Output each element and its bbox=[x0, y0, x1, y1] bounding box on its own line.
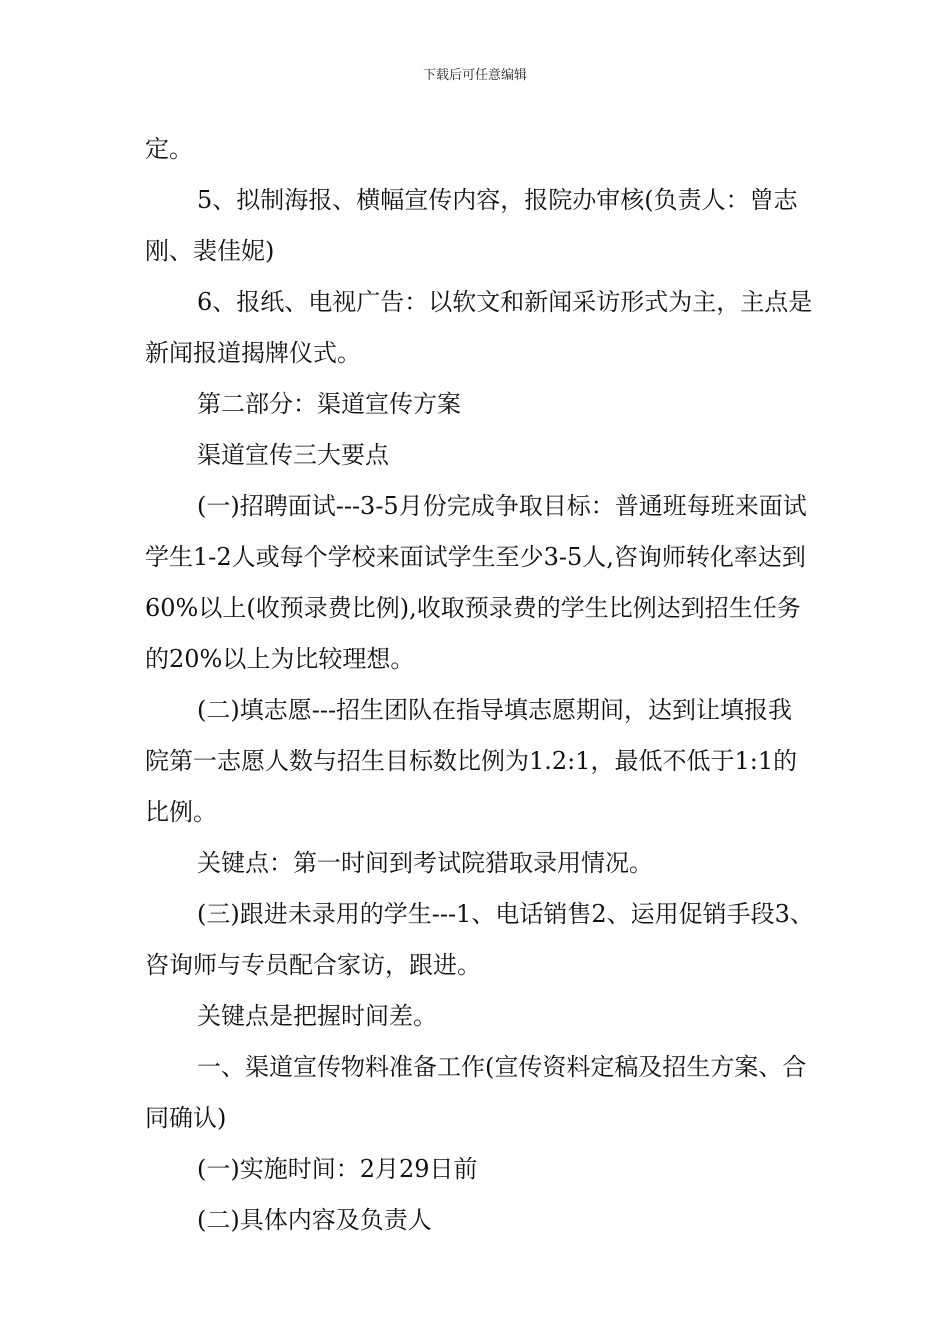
page-header: 下载后可任意编辑 bbox=[422, 68, 527, 83]
paragraph-recruit-interview: (一)招聘面试---3-5月份完成争取目标：普通班每班来面试学生1-2人或每个学校来面试学生至少3-5人,咨询师转化率达到60%以上(收预录费比例),收取预录费的学生比例达到招生任务的20%以上为比较理想。 bbox=[145, 492, 807, 673]
document-body bbox=[145, 124, 815, 1246]
paragraph-materials-prep: 一、渠道宣传物料准备工作(宣传资料定稿及招生方案、合同确认) bbox=[145, 1053, 807, 1132]
paragraph-item-5: 5、拟制海报、横幅宣传内容，报院办审核(负责人：曾志刚、裴佳妮) bbox=[145, 186, 798, 265]
subheading-three-points: 渠道宣传三大要点 bbox=[197, 441, 389, 469]
paragraph-implementation-time: (一)实施时间：2月29日前 bbox=[197, 1155, 478, 1183]
paragraph-content-and-owner: (二)具体内容及负责人 bbox=[197, 1206, 432, 1234]
section-heading-part-two: 第二部分：渠道宣传方案 bbox=[197, 390, 461, 418]
paragraph-key-point-2: 关键点是把握时间差。 bbox=[197, 1002, 437, 1030]
paragraph-continuation: 定。 bbox=[145, 135, 193, 163]
paragraph-key-point-1: 关键点：第一时间到考试院猎取录用情况。 bbox=[197, 849, 653, 877]
paragraph-item-6: 6、报纸、电视广告：以软文和新闻采访形式为主，主点是新闻报道揭牌仪式。 bbox=[145, 288, 813, 367]
paragraph-fill-preference: (二)填志愿---招生团队在指导填志愿期间，达到让填报我院第一志愿人数与招生目标数比例为1.2:1，最低不低于1:1的比例。 bbox=[145, 696, 798, 826]
paragraph-follow-up: (三)跟进未录用的学生---1、电话销售2、运用促销手段3、咨询师与专员配合家访，跟进。 bbox=[145, 900, 814, 979]
